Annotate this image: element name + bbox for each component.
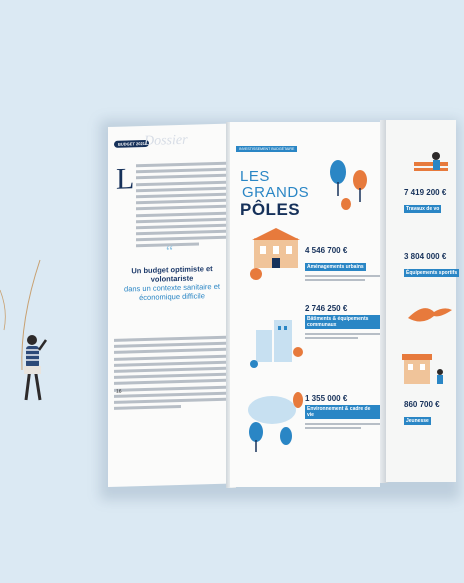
buildings-illustration — [248, 226, 306, 284]
stat-item — [305, 246, 380, 283]
next-page — [386, 120, 456, 482]
quote-strong: Un budget optimiste et volontariste — [131, 264, 213, 284]
park-illustration — [242, 380, 312, 460]
house-illustration — [400, 348, 450, 388]
bird-illustration — [404, 298, 454, 328]
next-stat-item — [404, 188, 464, 215]
stat-category: Jeunesse — [406, 418, 429, 424]
pull-quote — [122, 264, 222, 303]
stat-amount: 2 746 250 € — [305, 304, 348, 313]
stat-amount: 1 355 000 € — [305, 394, 348, 403]
city-hall-illustration — [248, 312, 306, 372]
stat-category: Aménagements urbains — [307, 264, 364, 270]
quote-mark-icon: “ — [166, 243, 174, 261]
stat-category: Travaux de vo — [406, 206, 440, 212]
body-text — [136, 162, 226, 251]
title-line-2: GRANDS — [242, 184, 310, 201]
drop-cap: L — [116, 162, 135, 196]
trees-illustration — [326, 152, 376, 222]
stat-item — [305, 304, 380, 341]
kite-boy-illustration — [0, 260, 60, 430]
next-stat-item — [404, 400, 464, 427]
stat-item — [305, 394, 380, 431]
page-number: 16 — [116, 388, 122, 395]
left-page — [108, 124, 232, 487]
body-text-2 — [114, 336, 226, 413]
stat-category: Environnement & cadre de vie — [305, 405, 380, 419]
stat-amount: 860 700 € — [404, 400, 440, 409]
dossier-kicker: Dossier — [144, 132, 188, 149]
title-line-3: PÔLES — [240, 200, 301, 219]
right-page — [230, 122, 380, 487]
stat-category: Bâtiments & équipements communaux — [305, 315, 380, 329]
invest-tag: INVESTISSEMENT BUDGÉTAIRE — [236, 146, 297, 152]
stat-amount: 4 546 700 € — [305, 246, 348, 255]
bench-illustration — [406, 148, 454, 188]
stat-amount: 7 419 200 € — [404, 188, 447, 197]
budget-tag: BUDGET 2021 — [114, 140, 149, 148]
stat-amount: 3 804 000 € — [404, 252, 447, 261]
quote-light: dans un contexte sanitaire et économique difficile — [124, 281, 220, 303]
title-line-1: LES — [240, 168, 270, 185]
next-stat-item — [404, 252, 464, 279]
stat-category: Équipements sportifs — [406, 270, 458, 276]
